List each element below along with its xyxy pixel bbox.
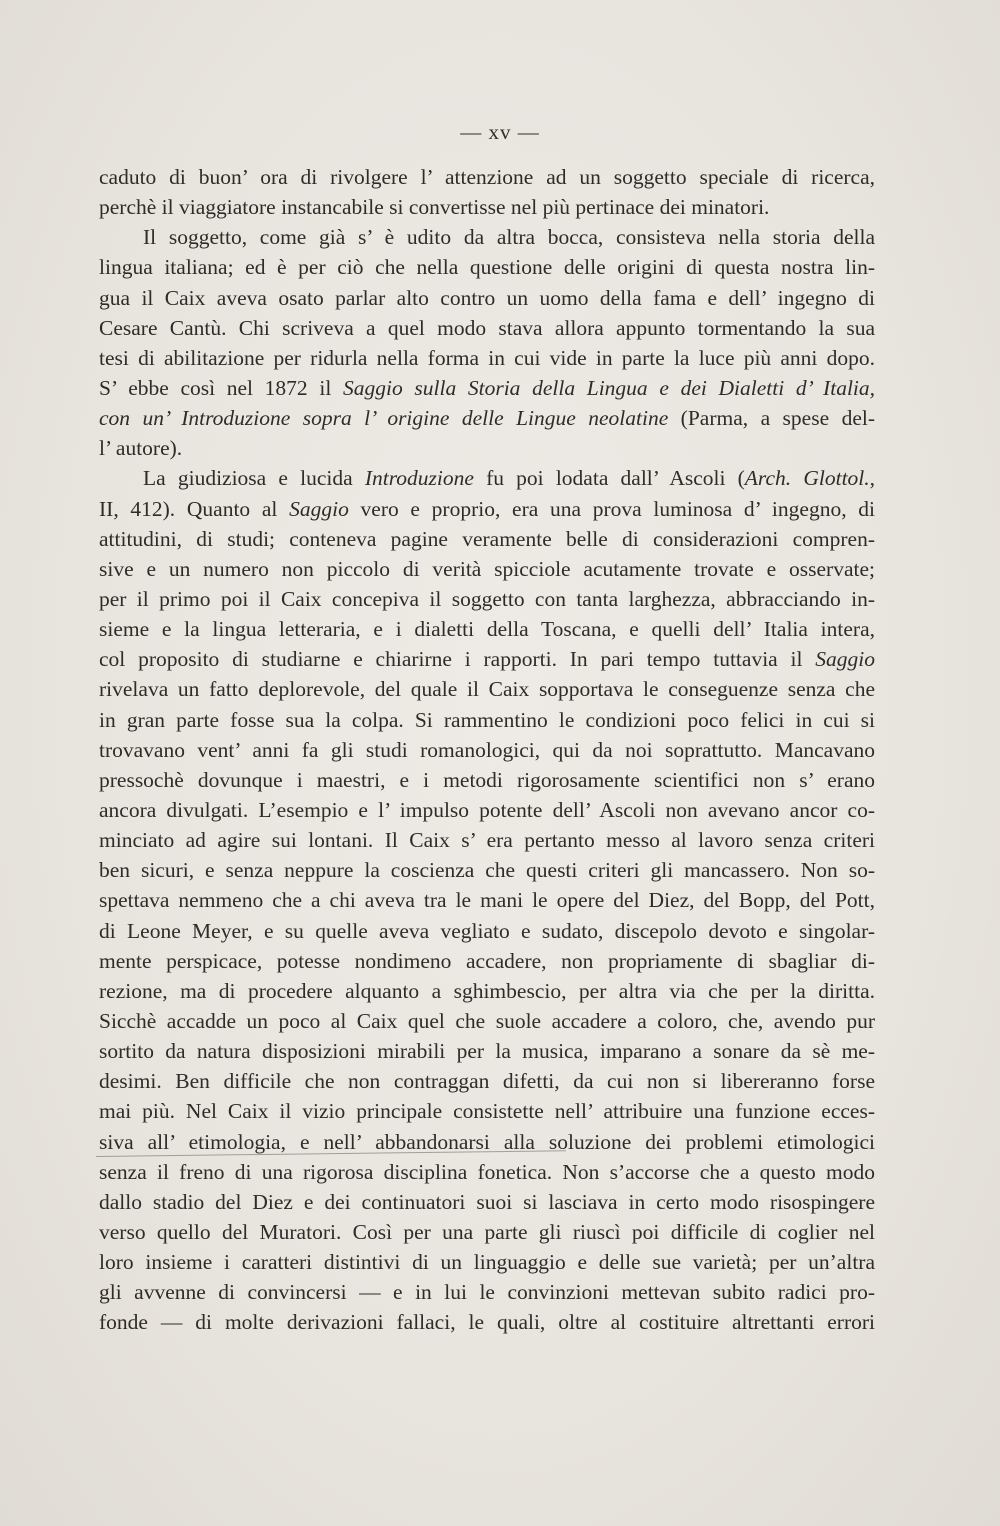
text-run: Il soggetto, come già s’ è udito da altra bocca, consisteva nella storia della	[143, 225, 875, 250]
text-run: attitudini, di studi; conteneva pagine veramente belle di considerazioni compren-	[99, 526, 875, 551]
text-line	[99, 885, 875, 915]
text-run: vero e proprio, era una prova luminosa d’ ingegno, di	[348, 496, 875, 521]
text-run: ben sicuri, e senza neppure la coscienza che questi criteri gli mancassero. Non so-	[99, 858, 875, 883]
text-line	[99, 614, 875, 644]
text-run: col proposito di studiarne e chiarirne i rapporti. In pari tempo tuttavia il	[99, 647, 816, 672]
text-line	[99, 433, 875, 463]
text-line	[99, 403, 875, 433]
text-line	[99, 765, 875, 795]
text-run: perchè il viaggiatore instancabile si convertisse nel più pertinace dei minatori.	[99, 195, 770, 220]
text-line	[99, 463, 875, 493]
text-run: ancora divulgati. L’esempio e l’ impulso potente dell’ Ascoli non avevano ancor co-	[99, 797, 875, 822]
text-line	[99, 1187, 875, 1217]
text-line	[99, 1157, 875, 1187]
text-run: Cesare Cantù. Chi scriveva a quel modo stava allora appunto tormentando la sua	[99, 315, 875, 340]
text-line	[99, 524, 875, 554]
text-line	[99, 1217, 875, 1247]
italic-title: con un’ Introduzione sopra l’ origine delle Lingue neolatine	[99, 406, 669, 431]
text-line	[99, 705, 875, 735]
text-line	[99, 855, 875, 885]
text-run: desimi. Ben difficile che non contraggan difetti, da cui non si libereranno forse	[99, 1069, 875, 1094]
text-run: dallo stadio del Diez e dei continuatori suoi si lasciava in certo modo risospingere	[99, 1189, 875, 1214]
text-line	[99, 313, 875, 343]
text-run: rezione, ma di procedere alquanto a sghimbescio, per altra via che per la diritta.	[99, 978, 875, 1003]
text-line	[99, 584, 875, 614]
text-run: II, 412). Quanto al	[99, 496, 290, 521]
text-run: rivelava un fatto deplorevole, del quale il Caix sopportava le conseguenze senza che	[99, 677, 875, 702]
text-line	[99, 554, 875, 584]
text-line	[99, 644, 875, 674]
text-line	[99, 795, 875, 825]
text-line	[99, 735, 875, 765]
text-line	[99, 494, 875, 524]
text-run: siva all’ etimologia, e nell’ abbandonarsi alla soluzione dei problemi etimologici	[99, 1129, 875, 1154]
italic-title: Saggio	[815, 647, 875, 672]
page-number: — xv —	[460, 120, 540, 144]
text-run: trovavano vent’ anni fa gli studi romanologici, qui da noi soprattutto. Mancavano	[99, 737, 875, 762]
text-line	[99, 1036, 875, 1066]
text-run: per il primo poi il Caix concepiva il soggetto con tanta larghezza, abbracciando in-	[99, 586, 875, 611]
text-line	[99, 373, 875, 403]
text-line	[99, 976, 875, 1006]
text-line	[99, 916, 875, 946]
text-line	[99, 1066, 875, 1096]
text-run: spettava nemmeno che a chi aveva tra le mani le opere del Diez, del Bopp, del Pott,	[99, 888, 875, 913]
text-line	[99, 674, 875, 704]
text-line	[99, 1307, 875, 1337]
text-line	[99, 946, 875, 976]
text-run: mente perspicace, potesse nondimeno accadere, non propriamente di sbagliar di-	[99, 948, 875, 973]
text-run: loro insieme i caratteri distintivi di un linguaggio e delle sue varietà; per un’altra	[99, 1250, 875, 1275]
text-run: pressochè dovunque i maestri, e i metodi rigorosamente scientifici non s’ erano	[99, 767, 875, 792]
text-run: minciato ad agire sui lontani. Il Caix s’ era pertanto messo al lavoro senza criteri	[99, 828, 875, 853]
text-run: fu poi lodata dall’ Ascoli (	[473, 466, 745, 491]
text-line	[99, 283, 875, 313]
text-run: sive e un numero non piccolo di verità spicciole acutamente trovate e osservate;	[99, 556, 875, 581]
text-run: senza il freno di una rigorosa disciplina fonetica. Non s’accorse che a questo modo	[99, 1159, 875, 1184]
text-run: tesi di abilitazione per ridurla nella forma in cui vide in parte la luce più anni dopo.	[99, 345, 875, 370]
italic-title: Arch. Glottol.	[744, 466, 870, 491]
text-run: sortito da natura disposizioni mirabili per la musica, imparano a sonare da sè me-	[99, 1039, 875, 1064]
text-run: caduto di buon’ ora di rivolgere l’ attenzione ad un soggetto speciale di ricerca,	[99, 165, 875, 189]
text-line	[99, 162, 875, 192]
text-line	[99, 1277, 875, 1307]
text-line	[99, 1247, 875, 1277]
text-run: La giudiziosa e lucida	[143, 466, 365, 491]
italic-title: Saggio	[289, 496, 349, 521]
text-run: S’ ebbe così nel 1872 il	[99, 375, 343, 400]
text-run: gli avvenne di convincersi — e in lui le convinzioni mettevan subito radici pro-	[99, 1280, 875, 1305]
italic-title: Saggio sulla Storia della Lingua e dei Dialetti d’ Italia,	[342, 375, 875, 400]
text-run: verso quello del Muratori. Così per una parte gli riuscì poi difficile di coglier nel	[99, 1219, 875, 1244]
body-text	[99, 162, 875, 1337]
text-line	[99, 1006, 875, 1036]
text-run: in gran parte fosse sua la colpa. Si rammentino le condizioni poco felici in cui si	[99, 707, 875, 732]
text-run: lingua italiana; ed è per ciò che nella questione delle origini di questa nostra lin-	[99, 255, 875, 280]
italic-title: Introduzione	[364, 466, 474, 491]
text-line	[99, 343, 875, 373]
text-run: fonde — di molte derivazioni fallaci, le quali, oltre al costituire altrettanti errori	[99, 1310, 875, 1335]
text-run: gua il Caix aveva osato parlar alto contro un uomo della fama e dell’ ingegno di	[99, 285, 875, 310]
text-run: mai più. Nel Caix il vizio principale consistette nell’ attribuire una funzione ecces-	[99, 1099, 875, 1124]
text-run: sieme e la lingua letteraria, e i dialetti della Toscana, e quelli dell’ Italia intera,	[99, 617, 875, 642]
text-run: l’ autore).	[99, 436, 183, 461]
text-run: di Leone Meyer, e su quelle aveva vegliato e sudato, discepolo devoto e singolar-	[99, 918, 875, 943]
text-line	[99, 192, 875, 222]
text-run: ,	[869, 466, 875, 491]
text-line	[99, 222, 875, 252]
text-run: (Parma, a spese del-	[668, 406, 875, 431]
text-run: Sicchè accadde un poco al Caix quel che suole accadere a coloro, che, avendo pur	[99, 1008, 875, 1033]
text-line	[99, 252, 875, 282]
text-line	[99, 825, 875, 855]
text-line	[99, 1096, 875, 1126]
